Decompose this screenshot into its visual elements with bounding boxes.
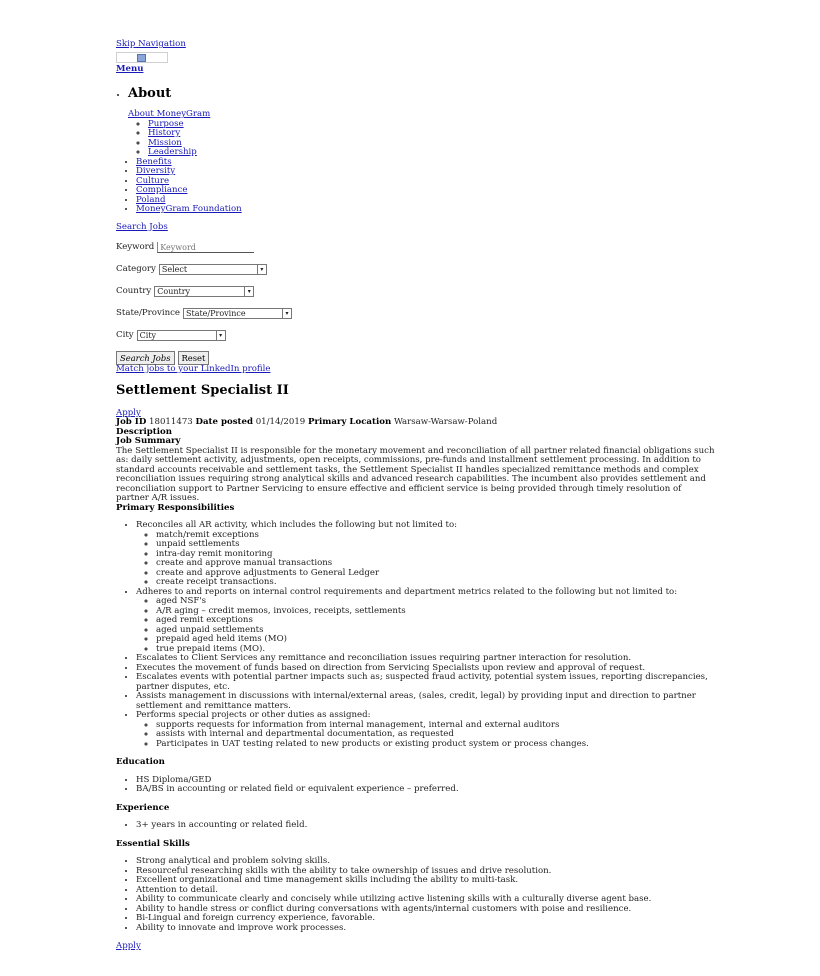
list-item: • Reconciles all AR activity, which includes the following but not limited to: ◦ match/remit exceptions ◦ unpaid settlements ◦ intra-day remit monitoring ◦ create and approve manual transactions ◦ create and approve adjustments to General Ledger ◦ create receipt transactions. <box>136 521 716 588</box>
category-label: Category <box>116 264 156 274</box>
country-row <box>116 285 716 298</box>
about-submenu <box>128 120 716 158</box>
job-id-value: 18011473 <box>149 417 193 427</box>
list-item: ◦ A/R aging – credit memos, invoices, receipts, settlements <box>156 607 716 617</box>
list-item: ◦ unpaid settlements <box>156 540 716 550</box>
country-value: Country <box>157 287 191 296</box>
about-moneygram-link[interactable]: About MoneyGram <box>128 109 211 119</box>
list-item: ◦ match/remit exceptions <box>156 531 716 541</box>
linkedin-match-link[interactable]: Match jobs to your LinkedIn profile <box>116 364 271 374</box>
responsibilities-heading: Primary Responsibilities <box>116 502 235 513</box>
city-label: City <box>116 330 134 340</box>
job-meta <box>116 418 716 428</box>
skills-list <box>116 857 716 933</box>
nav-foundation-link[interactable]: MoneyGram Foundation <box>136 204 242 214</box>
about-nav <box>116 86 716 158</box>
experience-list <box>116 821 716 831</box>
date-label: Date posted <box>195 417 253 427</box>
list-item: ◦ aged remit exceptions <box>156 616 716 626</box>
list-item: • Performs special projects or other duties as assigned: ◦ supports requests for information from internal management, internal and external auditors ◦ assists with internal and departmental documentation, as requested ◦ Participates in UAT testing related to new products or existing product system or process changes. <box>136 711 716 749</box>
search-buttons <box>116 351 716 365</box>
menu-link[interactable]: Menu <box>116 63 144 74</box>
search-jobs-link[interactable]: Search Jobs <box>116 221 168 232</box>
list-item: • BA/BS in accounting or related field or equivalent experience – preferred. <box>136 785 716 795</box>
state-label: State/Province <box>116 308 180 318</box>
description-heading: Description <box>116 426 173 437</box>
job-id-label: Job ID <box>116 417 147 427</box>
list-item: ◦ create and approve adjustments to General Ledger <box>156 569 716 579</box>
list-item: ◦ assists with internal and departmental documentation, as requested <box>156 730 716 740</box>
state-value: State/Province <box>186 309 246 318</box>
about-heading: About <box>128 86 172 101</box>
city-value: City <box>139 331 157 340</box>
nav-leadership-link[interactable]: Leadership <box>148 147 197 157</box>
search-jobs-button[interactable]: Search Jobs <box>116 351 175 365</box>
keyword-input[interactable] <box>157 242 254 253</box>
country-label: Country <box>116 286 152 296</box>
dropdown-arrow-icon: ▾ <box>244 287 253 296</box>
nav-benefits-link[interactable]: Benefits <box>136 156 172 167</box>
apply-link-top[interactable]: Apply <box>116 407 141 418</box>
list-item: • Ability to communicate clearly and concisely while utilizing active listening skills with a culturally diverse agent base. <box>136 895 716 905</box>
responsibilities-list <box>116 521 716 749</box>
location-label: Primary Location <box>308 417 392 427</box>
location-value: Warsaw-Warsaw-Poland <box>393 417 498 427</box>
list-item: • Assists management in discussions with internal/external areas, (sales, credit, legal) by providing input and direction to partner settlement and remittance matters. <box>136 692 716 711</box>
date-value: 01/14/2019 <box>255 417 306 427</box>
list-item: • Escalates to Client Services any remittance and reconciliation issues requiring partner interaction for resolution. <box>136 654 716 664</box>
skip-navigation-link[interactable]: Skip Navigation <box>116 39 186 49</box>
reset-button[interactable]: Reset <box>178 351 210 365</box>
list-item: ◦ aged unpaid settlements <box>156 626 716 636</box>
page-content <box>116 40 716 952</box>
broken-image-icon <box>137 54 146 62</box>
apply-link-bottom[interactable]: Apply <box>116 941 141 951</box>
list-item: ◦ true prepaid items (MO). <box>156 645 716 655</box>
nav-compliance-link[interactable]: Compliance <box>136 185 188 195</box>
city-select[interactable] <box>137 330 226 341</box>
state-row <box>116 307 716 320</box>
skills-heading: Essential Skills <box>116 838 190 849</box>
keyword-label: Keyword <box>116 242 155 252</box>
nav-diversity-link[interactable]: Diversity <box>136 166 176 176</box>
list-item: • Excellent organizational and time management skills including the ability to multi-task. <box>136 876 716 886</box>
list-item: • Strong analytical and problem solving skills. <box>136 857 716 867</box>
list-item: • Resourceful researching skills with the ability to take ownership of issues and drive resolution. <box>136 867 716 877</box>
state-select[interactable] <box>183 308 292 319</box>
dropdown-arrow-icon: ▾ <box>282 309 291 318</box>
keyword-row <box>116 241 716 254</box>
category-value: Select <box>161 265 188 274</box>
list-item: • Ability to handle stress or conflict during conversations with agents/internal customers with poise and resilience. <box>136 905 716 915</box>
category-row <box>116 263 716 276</box>
education-list <box>116 776 716 795</box>
dropdown-arrow-icon: ▾ <box>216 331 225 340</box>
city-row <box>116 329 716 342</box>
list-item: • Adheres to and reports on internal control requirements and department metrics related to the following but not limited to: ◦ aged NSF's ◦ A/R aging – credit memos, invoices, receipts, settlements ◦ aged remit exceptions ◦ aged unpaid settlements ◦ prepaid aged held items (MO) ◦ true prepaid items (MO). <box>136 588 716 655</box>
nav-purpose-link[interactable]: Purpose <box>148 118 184 129</box>
list-item: ◦ intra-day remit monitoring <box>156 550 716 560</box>
education-heading: Education <box>116 757 165 767</box>
logo-image[interactable] <box>116 52 168 63</box>
nav-culture-link[interactable]: Culture <box>136 175 170 186</box>
experience-heading: Experience <box>116 802 170 813</box>
list-item: • 3+ years in accounting or related field. <box>136 821 716 831</box>
about-item <box>128 86 716 158</box>
dropdown-arrow-icon: ▾ <box>257 265 266 274</box>
nav-mission-link[interactable]: Mission <box>148 137 182 148</box>
list-item: ◦ aged NSF's <box>156 597 716 607</box>
list-item: ◦ supports requests for information from internal management, internal and external auditors <box>156 721 716 731</box>
list-item: • HS Diploma/GED <box>136 776 716 786</box>
country-select[interactable] <box>154 286 254 297</box>
list-item: ◦ Participates in UAT testing related to new products or existing product system or process changes. <box>156 740 716 750</box>
list-item: • Executes the movement of funds based on direction from Servicing Specialists upon review and approval of request. <box>136 664 716 674</box>
main-nav <box>116 158 716 215</box>
list-item: ◦ create receipt transactions. <box>156 578 716 588</box>
list-item: • Escalates events with potential partner impacts such as; suspected fraud activity, potential system issues, reporting discrepancies, partner disputes, etc. <box>136 673 716 692</box>
list-item: • Attention to detail. <box>136 886 716 896</box>
category-select[interactable] <box>159 264 267 275</box>
job-title: Settlement Specialist II <box>116 382 289 398</box>
list-item: ◦ create and approve manual transactions <box>156 559 716 569</box>
nav-history-link[interactable]: History <box>148 128 181 138</box>
list-item: • Bi-Lingual and foreign currency experience, favorable. <box>136 914 716 924</box>
summary-heading: Job Summary <box>116 436 181 446</box>
nav-poland-link[interactable]: Poland <box>136 194 166 205</box>
list-item: • Ability to innovate and improve work processes. <box>136 924 716 934</box>
job-summary-text: The Settlement Specialist II is responsible for the monetary movement and reconciliation of all partner related financial obligations such as: daily settlement activity, adjustments, open receipts, commissions, pre-funds and installment settlement processing. In addition to standard accounts receivable and settlement tasks, the Settlement Specialist II handles specialized remittance methods and complex reconciliation issues requiring strong analytical skills and advanced research capabilities. The incumbent also provides settlement and reconciliation support to Partner Servicing to ensure effective and efficient service is being provided through timely resolution of partner A/R issues. <box>116 445 715 503</box>
list-item: ◦ prepaid aged held items (MO) <box>156 635 716 645</box>
